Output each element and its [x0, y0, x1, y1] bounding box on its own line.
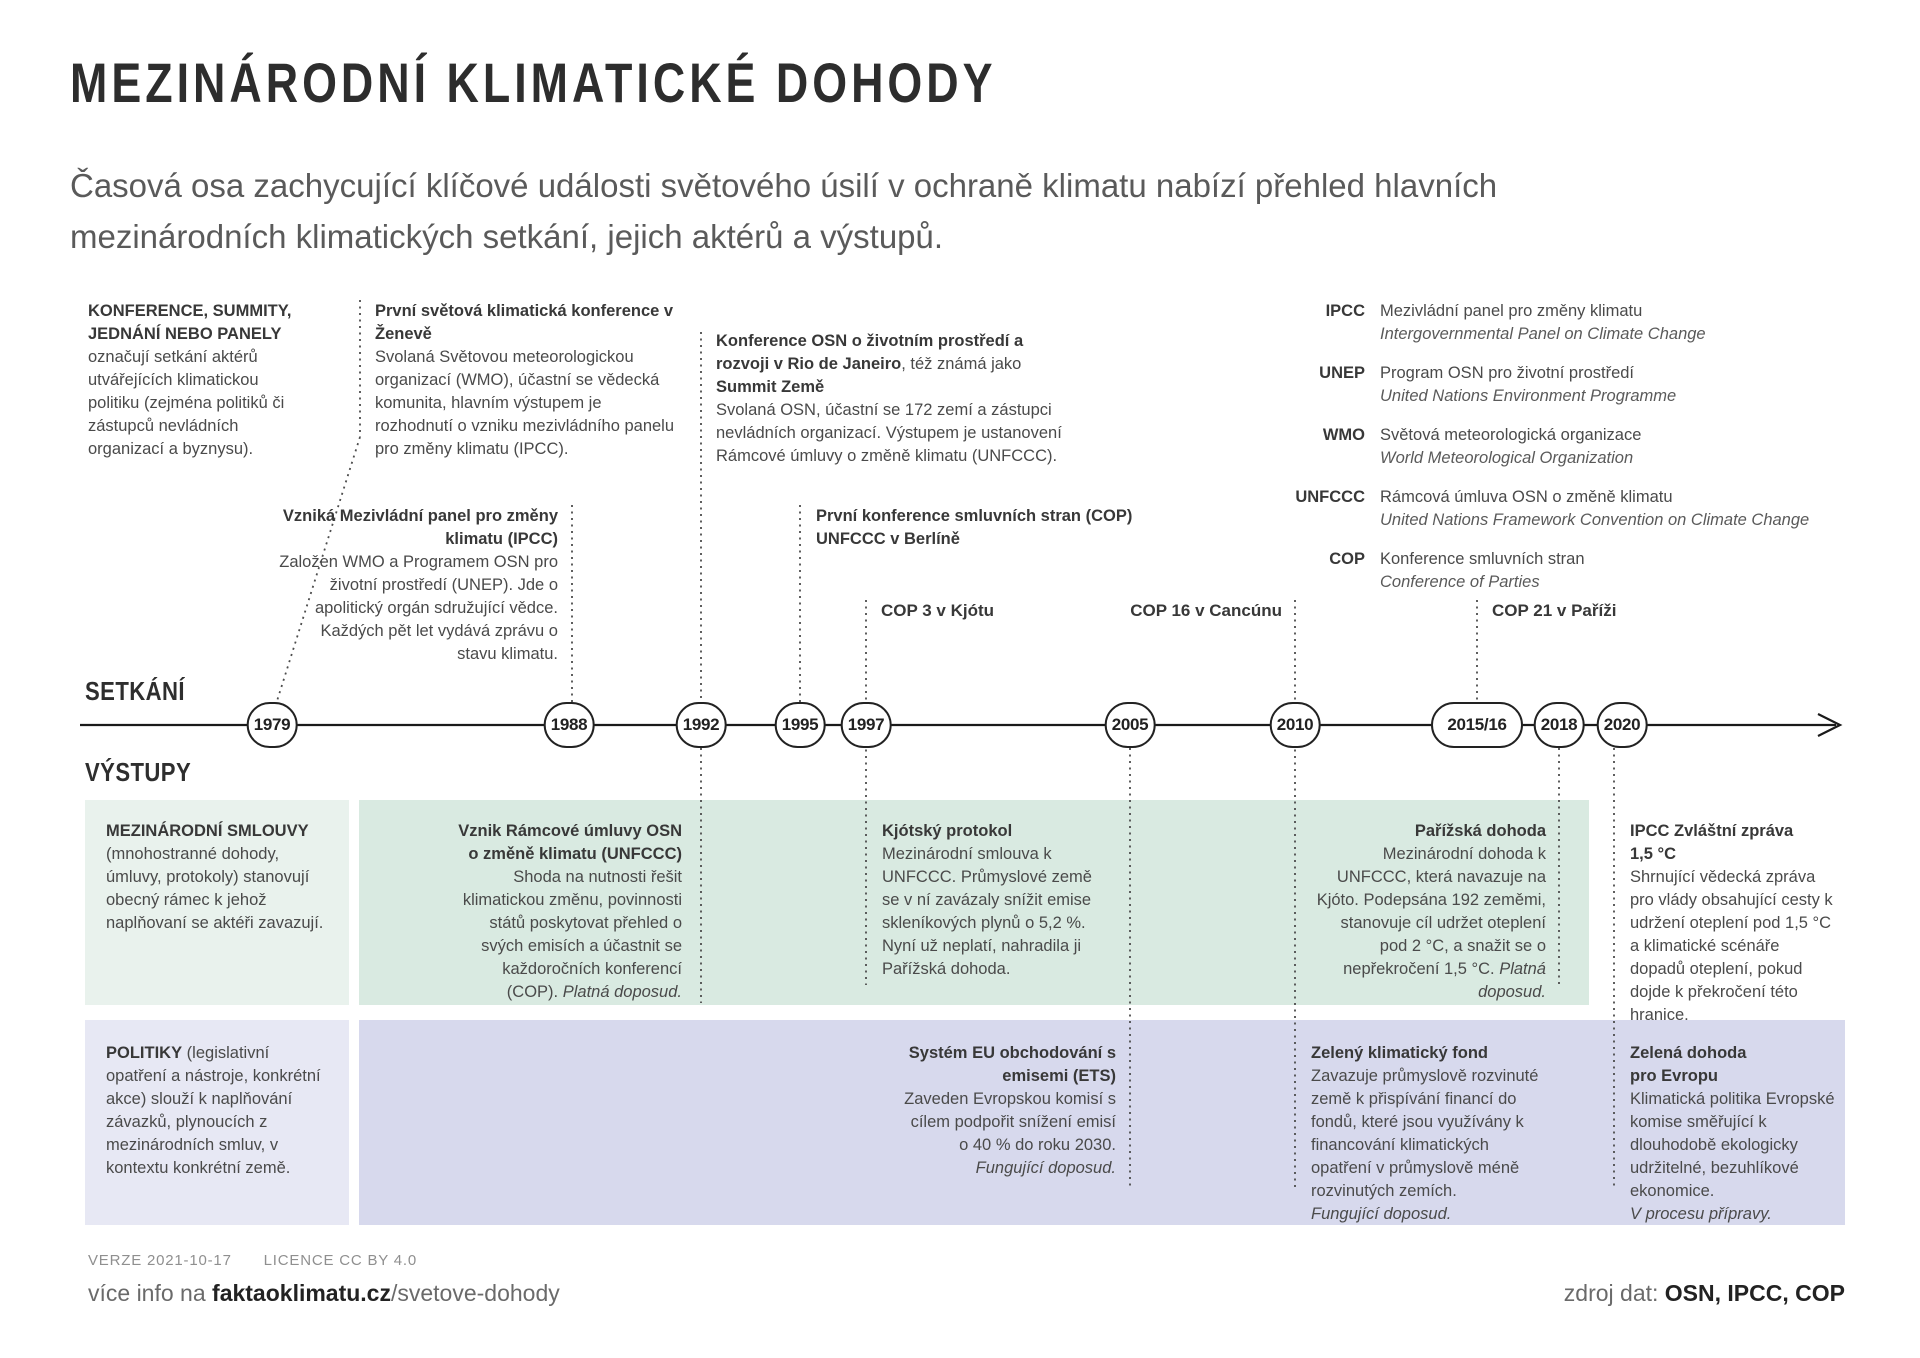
timeline-arrow-icon — [1818, 714, 1840, 736]
annotation-konference — [88, 300, 303, 461]
annotation-rio-title-mid: , též známá jako — [901, 355, 1022, 373]
policy-ets-body: Zaveden Evropskou komisí s cílem podpořit snížení emisí o 40 % do roku 2030. — [904, 1090, 1116, 1154]
annotation-geneva-title: První světová klimatická konference v Ženevě — [375, 302, 674, 343]
year-marker-2010: 2010 — [1270, 702, 1321, 748]
treaties-intro — [106, 820, 330, 935]
legend-def-unep-cz: Program OSN pro životní prostředí — [1380, 364, 1635, 382]
policy-ets-status: Fungující doposud. — [975, 1159, 1116, 1177]
legend-def-unep — [1380, 362, 1870, 408]
legend-def-unep-en: United Nations Environment Programme — [1380, 387, 1677, 405]
treaties-intro-title: MEZINÁRODNÍ SMLOUVY — [106, 822, 309, 840]
treaties-intro-body: (mnohostranné dohody, úmluvy, protokoly) stanovují obecný rámec k jehož naplňovaní se aktéři zavazují. — [106, 845, 324, 932]
policy-gcf-status: Fungující doposud. — [1311, 1205, 1452, 1223]
annotation-ipcc-panel-body: Založen WMO a Programem OSN pro životní prostředí (UNEP). Jde o apolitický orgán sdružující vědce. Každých pět let vydává zprávu o stavu klimatu. — [279, 553, 558, 663]
treaty-ipcc-sr15-body: Shrnující vědecká zpráva pro vlády obsahující cesty k udržení oteplení pod 1,5 °C a klimatické scénáře dopadů oteplení, pokud dojde k překročení této hranice. — [1630, 868, 1833, 1024]
policies-intro-body: (legislativní opatření a nástroje, konkrétní akce) slouží k naplňování závazků, plynoucích z mezinárodních smluv, v kontextu konkrétní země. — [106, 1044, 321, 1177]
treaty-unfccc-status: Platná doposud. — [562, 983, 682, 1001]
label-cop16-cancun: COP 16 v Cancúnu — [1130, 601, 1282, 620]
footer-source — [1564, 1280, 1845, 1307]
legend-def-ipcc — [1380, 300, 1870, 346]
treaty-ipcc-sr15-title: IPCC Zvláštní zpráva 1,5 °C — [1630, 822, 1794, 863]
legend-def-unfccc-en: United Nations Framework Convention on Climate Change — [1380, 511, 1810, 529]
footer-version: VERZE 2021-10-17 — [88, 1252, 232, 1269]
policy-gcf-title: Zelený klimatický fond — [1311, 1044, 1488, 1062]
footer-license: LICENCE CC BY 4.0 — [263, 1252, 418, 1269]
year-marker-1988: 1988 — [544, 702, 595, 748]
year-marker-2005: 2005 — [1105, 702, 1156, 748]
legend-abbr-wmo: WMO — [1322, 426, 1365, 444]
legend-def-unfccc — [1380, 486, 1870, 532]
legend-abbr-unep: UNEP — [1319, 364, 1365, 382]
label-cop3-kyoto: COP 3 v Kjótu — [881, 601, 995, 620]
legend-abbr-ipcc: IPCC — [1325, 302, 1365, 320]
treaty-unfccc — [450, 820, 682, 1004]
year-marker-2018: 2018 — [1534, 702, 1585, 748]
row-label-setkani: SETKÁNÍ — [85, 676, 185, 706]
treaty-paris-status: Platná doposud. — [1478, 960, 1546, 1001]
legend-def-cop-cz: Konference smluvních stran — [1380, 550, 1585, 568]
treaty-kyoto — [882, 820, 1097, 981]
annotation-rio-title-1: Konference OSN o životním prostředí a rozvoji v Rio de Janeiro — [716, 332, 1024, 373]
policy-ets — [900, 1042, 1116, 1180]
annotation-geneva-body: Svolaná Světovou meteorologickou organizací (WMO), účastní se vědecká komunita, hlavním výstupem je rozhodnutí o vzniku mezivládního panelu pro změny klimatu (IPCC). — [375, 348, 675, 458]
row-label-vystupy: VÝSTUPY — [85, 757, 192, 787]
treaty-kyoto-body: Mezinárodní smlouva k UNFCCC. Průmyslové země se v ní zavázaly snížit emise skleníkových plynů o 5,2 %. Nyní už neplatí, nahradila ji Pařížská dohoda. — [882, 845, 1092, 978]
legend-def-cop-en: Conference of Parties — [1380, 573, 1540, 591]
year-marker-2015-16: 2015/16 — [1431, 702, 1523, 748]
year-marker-1995: 1995 — [775, 702, 826, 748]
year-marker-1992: 1992 — [676, 702, 727, 748]
annotation-rio — [716, 330, 1064, 468]
footer-more-info — [88, 1280, 560, 1307]
policy-green-deal-status: V procesu přípravy. — [1630, 1205, 1772, 1223]
annotation-konference-body: označují setkání aktérů utvářejících klimatickou politiku (zejména politiků či zástupců nevládních organizací a byznysu). — [88, 348, 285, 458]
policies-intro — [106, 1042, 332, 1180]
year-marker-2020: 2020 — [1597, 702, 1648, 748]
annotation-ipcc-panel-title: Vzniká Mezivládní panel pro změny klimatu (IPCC) — [282, 507, 558, 548]
annotation-ipcc-panel — [278, 505, 558, 666]
footer-source-prefix: zdroj dat: — [1563, 1280, 1665, 1306]
policy-green-deal — [1630, 1042, 1842, 1226]
label-cop21-paris: COP 21 v Paříži — [1492, 601, 1617, 620]
legend-def-wmo-cz: Světová meteorologická organizace — [1380, 426, 1642, 444]
legend-def-wmo-en: World Meteorological Organization — [1380, 449, 1634, 467]
footer-meta — [88, 1252, 417, 1269]
annotation-geneva — [375, 300, 675, 461]
treaty-paris-title: Pařížská dohoda — [1414, 822, 1546, 840]
annotation-berlin-line1: První konference smluvních stran (COP) — [816, 507, 1133, 525]
policy-green-deal-body: Klimatická politika Evropské komise směřující k dlouhodobě ekologicky udržitelné, bezuhlíkové ekonomice. — [1630, 1090, 1835, 1200]
legend-abbr-unfccc: UNFCCC — [1295, 488, 1365, 506]
annotation-berlin-line2: UNFCCC v Berlíně — [816, 530, 960, 548]
treaty-unfccc-title: Vznik Rámcové úmluvy OSN o změně klimatu (UNFCCC) — [458, 822, 682, 863]
treaty-paris-body: Mezinárodní dohoda k UNFCCC, která navazuje na Kjóto. Podepsána 192 zeměmi, stanovuje cíl udržet oteplení pod 2 °C, a snažit se o nepřekročení 1,5 °C. — [1316, 845, 1546, 978]
page-subtitle: Časová osa zachycující klíčové události světového úsilí v ochraně klimatu nabízí přehled hlavních mezinárodních klimatických setkání, jejich aktérů a výstupů. — [70, 167, 1498, 256]
annotation-rio-title-2: Summit Země — [716, 378, 825, 396]
footer-website-link[interactable]: faktaoklimatu.cz — [212, 1280, 391, 1306]
treaty-paris — [1316, 820, 1546, 1004]
policy-green-deal-title: Zelená dohoda pro Evropu — [1630, 1044, 1747, 1085]
policy-gcf-body: Zavazuje průmyslově rozvinuté země k přispívání financí do fondů, které jsou využívány k financování klimatických opatření v průmyslově méně rozvinutých zemích. — [1311, 1067, 1539, 1200]
footer-more-info-path: /svetove-dohody — [390, 1280, 560, 1306]
policy-ets-title: Systém EU obchodování s emisemi (ETS) — [908, 1044, 1116, 1085]
page-title: MEZINÁRODNÍ KLIMATICKÉ DOHODY — [70, 51, 997, 114]
year-marker-1997: 1997 — [841, 702, 892, 748]
annotation-rio-body: Svolaná OSN, účastní se 172 zemí a zástupci nevládních organizací. Výstupem je ustanovení Rámcové úmluvy o změně klimatu (UNFCCC). — [716, 401, 1062, 465]
footer-source-names: OSN, IPCC, COP — [1664, 1280, 1845, 1306]
legend-def-ipcc-en: Intergovernmental Panel on Climate Change — [1380, 325, 1706, 343]
footer-more-info-prefix: více info na — [88, 1280, 213, 1306]
annotation-berlin — [816, 505, 1196, 551]
treaty-kyoto-title: Kjótský protokol — [882, 822, 1013, 840]
treaty-ipcc-sr15 — [1630, 820, 1838, 1027]
legend-abbr-cop: COP — [1329, 550, 1365, 568]
policies-intro-title: POLITIKY — [106, 1044, 183, 1062]
legend-def-unfccc-cz: Rámcová úmluva OSN o změně klimatu — [1380, 488, 1673, 506]
legend-def-wmo — [1380, 424, 1870, 470]
policy-gcf — [1311, 1042, 1553, 1226]
year-marker-1979: 1979 — [247, 702, 298, 748]
treaty-unfccc-body: Shoda na nutnosti řešit klimatickou změnu, povinnosti států poskytovat přehled o svých emisích a účastnit se každoročních konferencí (COP). — [462, 868, 682, 1001]
legend-def-ipcc-cz: Mezivládní panel pro změny klimatu — [1380, 302, 1643, 320]
legend-def-cop — [1380, 548, 1870, 594]
annotation-konference-title: KONFERENCE, SUMMITY, JEDNÁNÍ NEBO PANELY — [88, 302, 292, 343]
